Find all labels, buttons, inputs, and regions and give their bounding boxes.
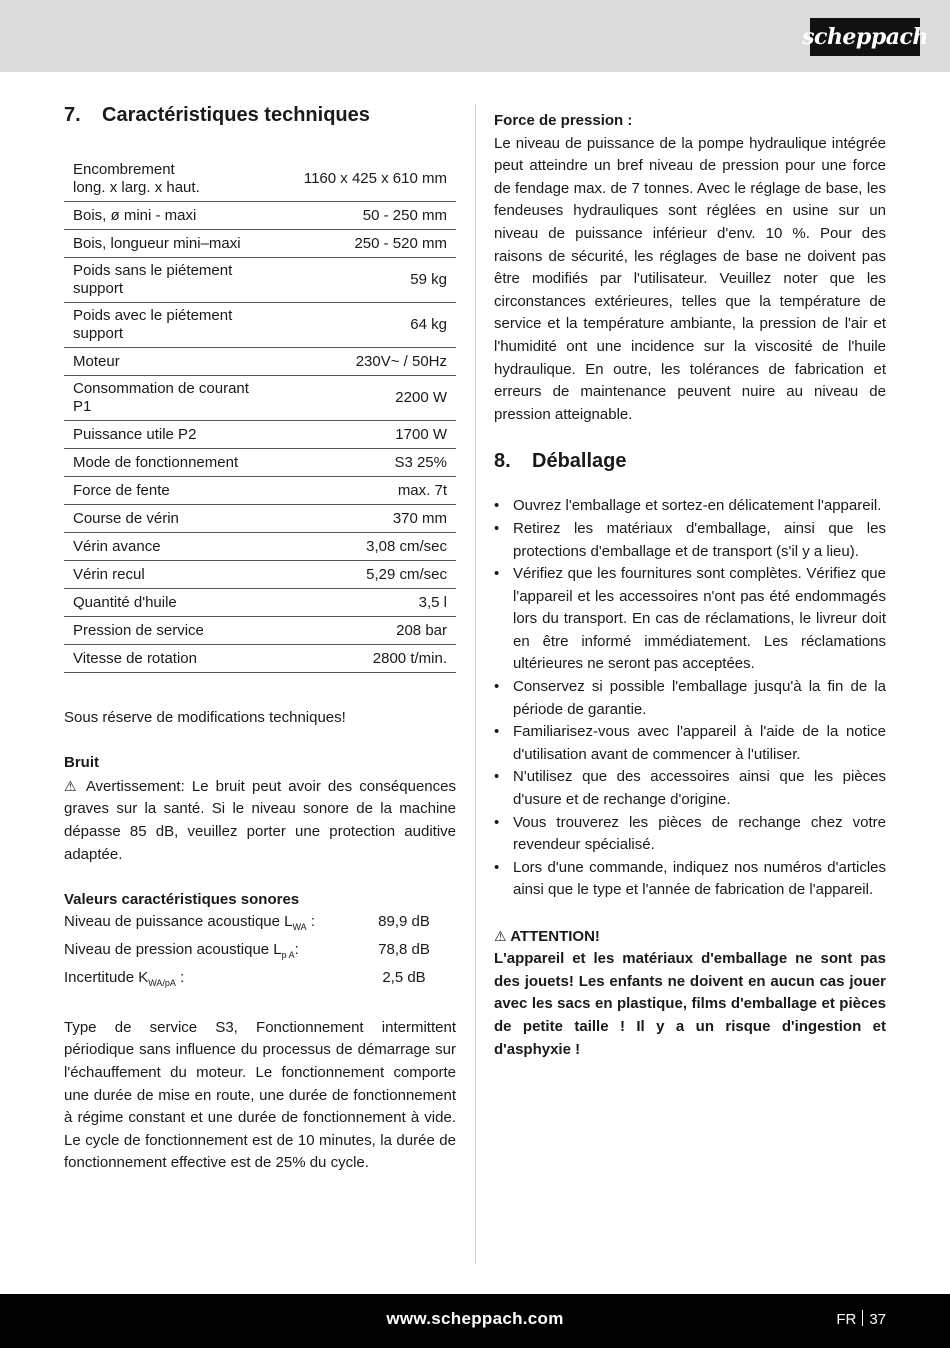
sound-label-text: Incertitude K: [64, 968, 149, 986]
spec-row: [64, 505, 456, 533]
spec-row: [64, 421, 456, 449]
sound-label: [64, 911, 374, 939]
spec-value: 3,08 cm/sec: [278, 533, 456, 561]
noise-text: Avertissement: Le bruit peut avoir des conséquences graves sur la santé. Si le niveau sonore de la machine dépasse 85 dB, veuillez porter une protection auditive adaptée.: [64, 777, 456, 863]
attention-title: ATTENTION!: [510, 927, 600, 945]
sound-label: [64, 939, 374, 967]
spec-label: Mode de fonctionnement: [64, 449, 278, 477]
noise-title: Bruit: [64, 754, 99, 772]
section-number: 7.: [64, 104, 81, 126]
section-heading-7: [64, 104, 456, 127]
spec-row: [64, 157, 456, 202]
spec-row: [64, 258, 456, 303]
page-indicator: [836, 1310, 886, 1328]
list-item: • Familiarisez-vous avec l'appareil à l'aide de la notice d'utilisation avant de commencer à l'utiliser.: [494, 721, 886, 766]
spec-value: S3 25%: [278, 449, 456, 477]
section-title: Déballage: [532, 450, 627, 473]
separator: [862, 1310, 863, 1326]
spec-label: Poids sans le piétement support: [64, 258, 278, 303]
spec-label: Pression de service: [64, 617, 278, 645]
spec-value: 59 kg: [278, 258, 456, 303]
sound-label-text: Niveau de puissance acoustique L: [64, 913, 293, 931]
spec-row: [64, 617, 456, 645]
page-number: 37: [869, 1311, 886, 1328]
spec-row: [64, 449, 456, 477]
brand-logo: scheppach: [810, 18, 920, 56]
sound-row: [64, 939, 456, 967]
list-item: • N'utilisez que des accessoires ainsi que les pièces d'usure et de rechange d'origine.: [494, 766, 886, 811]
language-code: FR: [836, 1311, 857, 1328]
spec-label: Poids avec le piétement support: [64, 303, 278, 348]
spec-value: max. 7t: [278, 477, 456, 505]
warning-icon: ⚠: [494, 927, 507, 944]
spec-label: Bois, ø mini - maxi: [64, 202, 278, 230]
spec-value: 1160 x 425 x 610 mm: [278, 157, 456, 202]
spec-label: Vitesse de rotation: [64, 645, 278, 673]
spec-label: Puissance utile P2: [64, 421, 278, 449]
spec-label: Encombrement long. x larg. x haut.: [64, 157, 278, 202]
spec-value: 1700 W: [278, 421, 456, 449]
spec-value: 230V~ / 50Hz: [278, 348, 456, 376]
spec-value: 3,5 l: [278, 589, 456, 617]
spec-label: Consommation de courant P1: [64, 376, 278, 421]
sound-value: 2,5 dB: [382, 968, 426, 986]
duty-paragraph: Type de service S3, Fonctionnement intermittent périodique sans influence du processus de démarrage sur l'échauffement du moteur. Le fonctionnement comporte une durée de mise en route, une durée de fonctionnement à régime constant et une durée de fonctionnement à vide. Le cycle de fonctionnement est de 10 minutes, la durée de fonctionnement effective est de 25% du cycle.: [64, 1018, 456, 1172]
sound-label-suffix: :: [306, 913, 316, 931]
spec-value: 2200 W: [278, 376, 456, 421]
spec-row: [64, 645, 456, 673]
pressure-title: Force de pression :: [494, 112, 633, 129]
list-item: • Vérifiez que les fournitures sont complètes. Vérifiez que l'appareil et les accessoires n'ont pas été endommagés lors du transport. En cas de réclamations, le livreur doit en être informé immédiatement. Les réclamations ultérieures ne seront pas acceptées.: [494, 563, 886, 676]
spec-row: [64, 348, 456, 376]
spec-label: Vérin recul: [64, 561, 278, 589]
spec-value: 250 - 520 mm: [278, 230, 456, 258]
list-item: • Retirez les matériaux d'emballage, ainsi que les protections d'emballage et de transport (s'il y a lieu).: [494, 518, 886, 563]
attention-text: L'appareil et les matériaux d'emballage ne sont pas des jouets! Les enfants ne doivent en aucun cas jouer avec les sacs en plastique, films d'emballage et pièces de petite taille ! Il y a un risque d'ingestion et d'asphyxie !: [494, 950, 886, 1058]
spec-value: 64 kg: [278, 303, 456, 348]
sound-label-sub: WA: [292, 922, 307, 933]
right-column: [494, 110, 886, 1061]
noise-paragraph: [64, 775, 456, 866]
page-header: [0, 0, 950, 72]
sound-label-sub: p A: [281, 949, 295, 960]
spec-row: [64, 589, 456, 617]
spec-label: Course de vérin: [64, 505, 278, 533]
sound-row: [64, 967, 456, 995]
spec-row: [64, 376, 456, 421]
spec-label: Force de fente: [64, 477, 278, 505]
spec-row: [64, 561, 456, 589]
sound-label-suffix: :: [175, 968, 185, 986]
sound-values: [64, 911, 456, 994]
page-footer: [0, 1294, 950, 1348]
sound-row: [64, 911, 456, 939]
sound-label-suffix: :: [294, 940, 299, 958]
unpacking-list: [494, 495, 886, 902]
column-divider: [475, 104, 476, 1264]
left-column: [64, 104, 456, 1175]
spec-value: 208 bar: [278, 617, 456, 645]
spec-label: Quantité d'huile: [64, 589, 278, 617]
sound-title: Valeurs caractéristiques sonores: [64, 890, 300, 908]
spec-row: [64, 303, 456, 348]
list-item: • Vous trouverez les pièces de rechange chez votre revendeur spécialisé.: [494, 812, 886, 857]
list-item: • Ouvrez l'emballage et sortez-en délicatement l'appareil.: [494, 495, 886, 518]
attention-heading: [494, 925, 886, 949]
sound-label: [64, 967, 374, 995]
section-number: 8.: [494, 450, 511, 473]
reserve-note: Sous réserve de modifications techniques!: [64, 709, 346, 726]
warning-icon: ⚠: [64, 777, 80, 794]
section-heading-8: [494, 450, 886, 473]
sound-value: 89,9 dB: [378, 913, 430, 931]
website-link[interactable]: www.scheppach.com: [386, 1309, 564, 1328]
list-item: • Lors d'une commande, indiquez nos numéros d'articles ainsi que le type et l'année de fabrication de l'appareil.: [494, 857, 886, 902]
spec-value: 50 - 250 mm: [278, 202, 456, 230]
section-title: Caractéristiques techniques: [102, 104, 370, 126]
pressure-paragraph: Le niveau de puissance de la pompe hydraulique intégrée peut atteindre un bref niveau de pression pour une force de fendage max. de 7 tonnes. Avec le réglage de base, les fendeuses hydrauliques sont réglées en usine sur un niveau de puissance inférieur d'env. 10 %. Pour des raisons de sécurité, les réglages de base ne doivent pas être modifiés par l'utilisateur. Veuillez noter que les circonstances extérieures, telles que la température de service et la température ambiante, la pression de l'air et l'humidité ont une incidence sur la viscosité de l'huile hydraulique. En outre, les tolérances de fabrication et erreurs de maintenance peuvent nuire au niveau de pression atteignable.: [494, 134, 886, 423]
list-item: • Conservez si possible l'emballage jusqu'à la fin de la période de garantie.: [494, 676, 886, 721]
spec-value: 370 mm: [278, 505, 456, 533]
spec-value: 5,29 cm/sec: [278, 561, 456, 589]
sound-label-sub: WA/pA: [148, 977, 176, 988]
spec-table: [64, 157, 456, 673]
spec-row: [64, 477, 456, 505]
sound-label-text: Niveau de pression acoustique L: [64, 940, 282, 958]
spec-row: [64, 533, 456, 561]
spec-label: Bois, longueur mini–maxi: [64, 230, 278, 258]
spec-label: Vérin avance: [64, 533, 278, 561]
spec-value: 2800 t/min.: [278, 645, 456, 673]
spec-row: [64, 202, 456, 230]
spec-label: Moteur: [64, 348, 278, 376]
sound-value: 78,8 dB: [378, 940, 430, 958]
spec-row: [64, 230, 456, 258]
